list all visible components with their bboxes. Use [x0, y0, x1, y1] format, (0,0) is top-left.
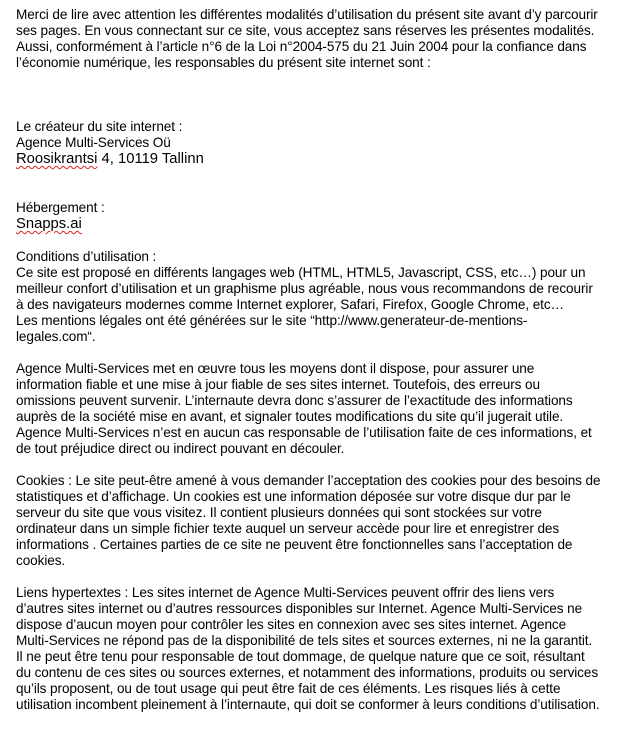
creator-street-rest: 4, 10119 Tallinn	[97, 151, 204, 167]
links-line: Il ne peut être tenu pour responsable de tout dommage, de quelque nature que ce soit, résultant	[16, 649, 585, 664]
links-section	[16, 585, 634, 713]
conditions-line: Les mentions légales ont été générées sur le site “http://www.generateur-de-mentions-	[16, 313, 528, 328]
blank-line	[16, 71, 634, 87]
blank-line	[16, 168, 634, 184]
intro-paragraph	[16, 7, 634, 71]
hosting-heading: Hébergement :	[16, 200, 105, 215]
blank-line	[16, 87, 634, 103]
intro-line: Merci de lire avec attention les différentes modalités d’utilisation du présent site avant d’y parcourir	[16, 7, 598, 22]
conditions-line: legales.com“.	[16, 329, 96, 344]
conditions-line: Ce site est proposé en différents langages web (HTML, HTML5, Javascript, CSS, etc…) pour un	[16, 265, 586, 280]
hosting-host-name: Snapps.ai	[16, 216, 82, 232]
intro-line: ses pages. En vous connectant sur ce site, vous acceptez sans réserves les présentes modalités.	[16, 23, 595, 38]
reliability-line: Agence Multi-Services met en œuvre tous les moyens dont il dispose, pour assurer une	[16, 361, 535, 376]
hosting-host	[16, 216, 634, 233]
creator-heading: Le créateur du site internet :	[16, 119, 183, 134]
links-line: qu’ils proposent, ou de tout usage qui peut être fait de ces éléments. Les risques liés à cette	[16, 681, 561, 696]
links-line: Multi-Services ne répond pas de la disponibilité de tels sites et sources externes, ni ne la garantit.	[16, 633, 593, 648]
blank-line	[16, 184, 634, 200]
reliability-line: omissions peuvent survenir. L’internaute devra donc s’assurer de l’exactitude des informations	[16, 393, 573, 408]
blank-line	[16, 345, 634, 361]
intro-line: Aussi, conformément à l’article n°6 de la Loi n°2004-575 du 21 Juin 2004 pour la confiance dans	[16, 39, 587, 54]
hosting-section	[16, 200, 634, 233]
creator-street-name: Roosikrantsi	[16, 151, 98, 167]
links-line: utilisation incombent pleinement à l’internaute, qui doit se conformer à leurs conditions d’utilisation.	[16, 697, 600, 712]
cookies-section	[16, 473, 634, 569]
conditions-line: meilleur confort d’utilisation et un graphisme plus agréable, nous vous recommandons de recourir	[16, 281, 593, 296]
blank-line	[16, 233, 634, 249]
conditions-section	[16, 249, 634, 345]
conditions-line: à des navigateurs modernes comme Internet explorer, Safari, Firefox, Google Chrome, etc…	[16, 297, 565, 312]
blank-line	[16, 457, 634, 473]
conditions-heading: Conditions d’utilisation :	[16, 249, 157, 264]
cookies-line: serveur du site que vous visitez. Il contient plusieurs données qui sont stockées sur votre	[16, 505, 542, 520]
links-line: dispose d’aucun moyen pour contrôler les sites en connexion avec ses sites internet. Agence	[16, 617, 567, 632]
links-line: Liens hypertextes : Les sites internet de Agence Multi-Services peuvent offrir des liens vers	[16, 585, 555, 600]
reliability-section	[16, 361, 634, 457]
links-line: du contenu de ces sites ou sources externes, et notamment des informations, produits ou services	[16, 665, 599, 680]
cookies-line: cookies.	[16, 553, 66, 568]
creator-section	[16, 119, 634, 168]
blank-line	[16, 103, 634, 119]
cookies-line: ordinateur dans un simple fichier texte auquel un serveur accède pour lire et enregistrer des	[16, 521, 560, 536]
intro-line: l’économie numérique, les responsables du présent site internet sont :	[16, 55, 431, 70]
cookies-line: Cookies : Le site peut-être amené à vous demander l’acceptation des cookies pour des besoins de	[16, 473, 601, 488]
reliability-line: auprès de la société mise en avant, et signaler toutes modifications du site qu’il jugerait utile.	[16, 409, 564, 424]
document-body	[16, 7, 634, 713]
blank-line	[16, 569, 634, 585]
reliability-line: Agence Multi-Services n’est en aucun cas responsable de l’utilisation faite de ces informations, et	[16, 425, 592, 440]
creator-address	[16, 151, 634, 168]
links-line: d’autres sites internet ou d’autres ressources disponibles sur Internet. Agence Multi-Services ne	[16, 601, 583, 616]
creator-company: Agence Multi-Services Oü	[16, 135, 171, 150]
cookies-line: statistiques et d’affichage. Un cookies est une information déposée sur votre disque dur par le	[16, 489, 571, 504]
reliability-line: de tout préjudice direct ou indirect pouvant en découler.	[16, 441, 345, 456]
cookies-line: informations . Certaines parties de ce site ne peuvent être fonctionnelles sans l’acceptation de	[16, 537, 573, 552]
reliability-line: information fiable et une mise à jour fiable de ses sites internet. Toutefois, des erreurs ou	[16, 377, 540, 392]
